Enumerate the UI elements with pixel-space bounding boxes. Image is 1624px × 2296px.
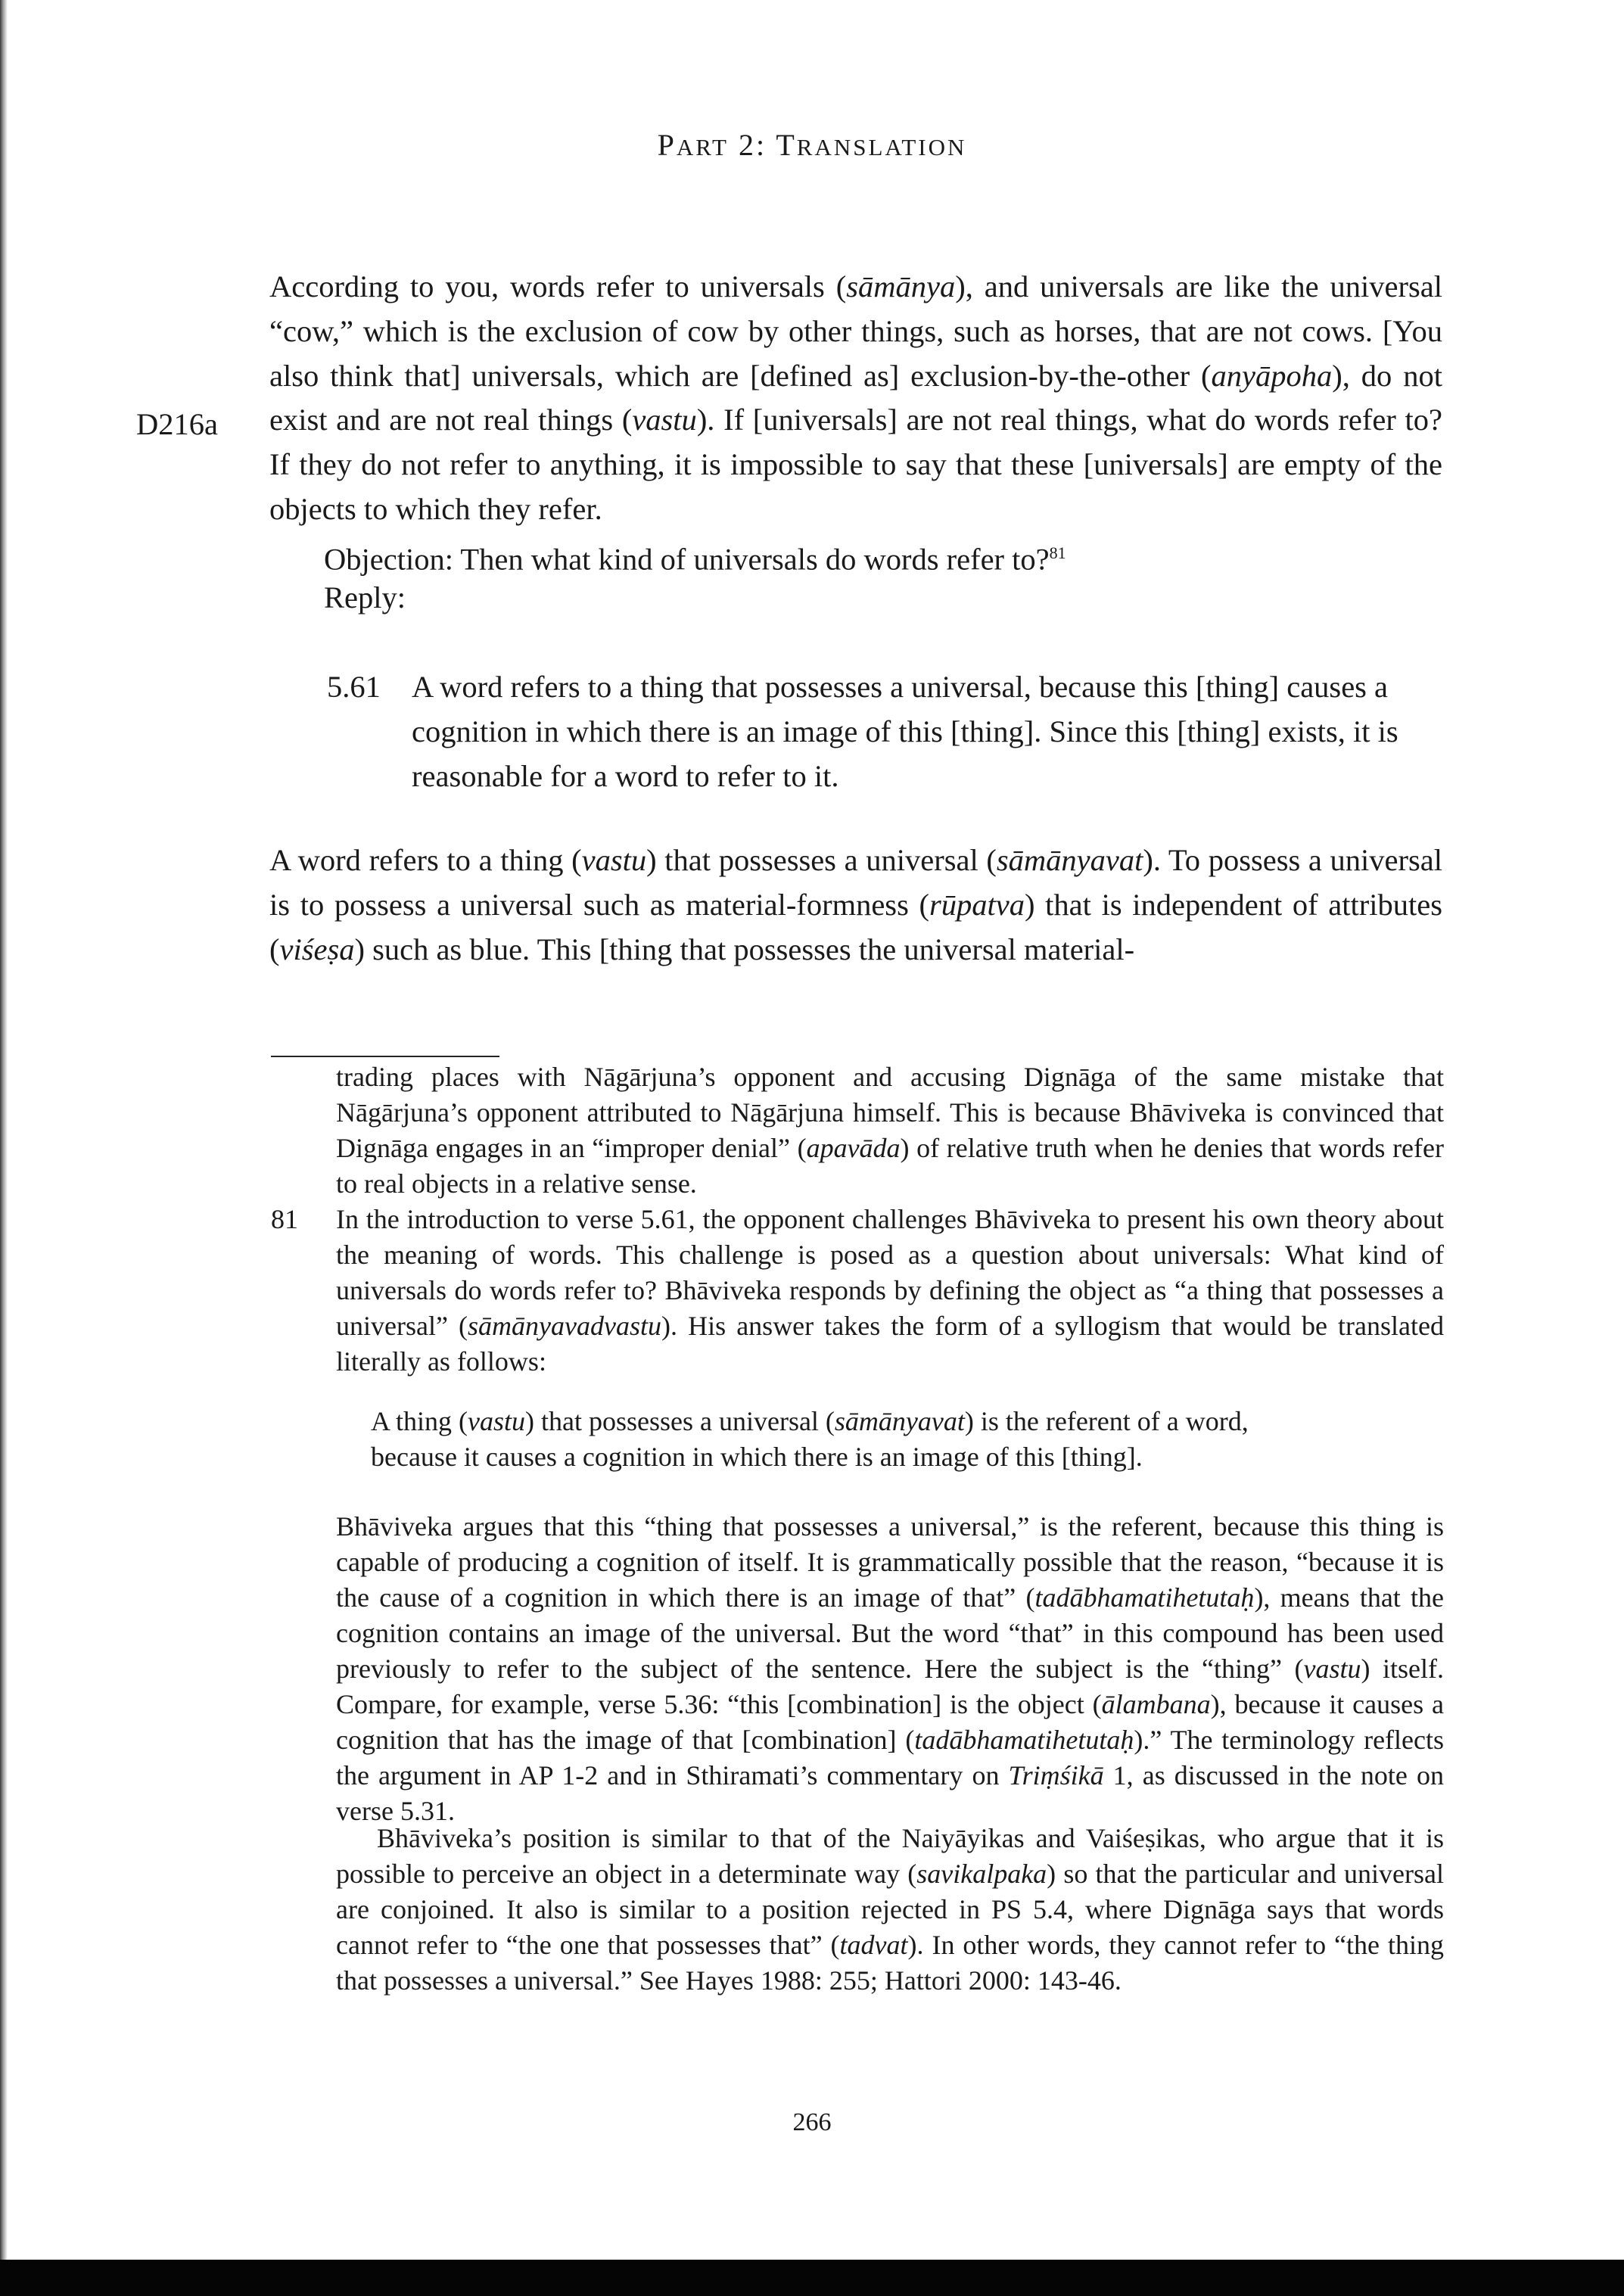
page-scan-edge — [0, 0, 8, 2263]
marginal-page-reference: D216a — [136, 407, 218, 441]
footnote-paragraph-2: Bhāviveka argues that this “thing that possesses a universal,” is the referent, because this thing is capable of producing a cognition of itself. It is grammatically possible that the reason, “because it is the cause of a cognition in which there is an image of that” (tadābhamatihetutaḥ), means that the cognition contains an image of the universal. But the word “that” in this compound has been used previously to refer to the subject of the sentence. Here the subject is the “thing” (vastu) itself. Compare, for example, verse 5.36: “this [combination] is the object (ālambana), because it causes a cognition that has the image of that [combination] (tadābhamatihetutaḥ).” The terminology reflects the argument in AP 1-2 and in Sthiramati’s commentary on Triṃśikā 1, as discussed in the note on verse 5.31. — [336, 1511, 1445, 1826]
footnote-81: 81 In the introduction to verse 5.61, the opponent challenges Bhāviveka to present his own theory about the meaning of words. This challenge is posed as a question about universals: What kind of universals do words refer to? Bhāviveka responds by defining the object as “a thing that possesses a universal” (sāmānyavadvastu). His answer takes the form of a syllogism that would be translated literally as follows: — [336, 1202, 1444, 1380]
footnote-continued: trading places with Nāgārjuna’s opponent and accusing Dignāga of the same mistake that Nāgārjuna’s opponent attributed to Nāgārjuna himself. This is because Bhāviveka is convinced that Dignāga engages in an “improper denial” (apavāda) of relative truth when he denies that words refer to real objects in a relative sense. — [336, 1062, 1444, 1199]
scan-bottom-edge — [0, 2260, 1624, 2296]
body-paragraph-1: According to you, words refer to universals (sāmānya), and universals are like the universal “cow,” which is the exclusion of cow by other things, such as horses, that are not cows. [You also think that] universals, which are [defined as] exclusion-by-the-other (anyāpoha), do not exist and are not real things (vastu). If [universals] are not real things, what do words refer to? If they do not refer to anything, it is impossible to say that these [universals] are empty of the objects to which they refer. — [269, 269, 1443, 526]
body-paragraph-2: A word refers to a thing (vastu) that possesses a universal (sāmānyavat). To possess a universal is to possess a universal such as material-formness (rūpatva) that is independent of attributes (viśeṣa) such as blue. This [thing that possesses the universal material- — [269, 843, 1443, 966]
verse-5-61 — [327, 664, 1432, 798]
page-number: 266 — [792, 2108, 832, 2136]
footnote-block-quote: A thing (vastu) that possesses a universal (sāmānyavat) is the referent of a word, because it causes a cognition in which there is an image of this [thing]. — [371, 1406, 1249, 1472]
verse-number: 5.61 — [327, 670, 381, 704]
reply-line: Reply: — [324, 580, 406, 614]
footnote-ref-81[interactable]: 81 — [1049, 543, 1066, 562]
footnote-rule — [271, 1056, 499, 1057]
running-header: PART 2: TRANSLATION — [657, 128, 967, 162]
objection-line: Objection: Then what kind of universals do words refer to?$^{81}$ — [324, 542, 1066, 577]
footnote-number: 81 — [271, 1204, 298, 1234]
verse-text: A word refers to a thing that possesses a universal, because this [thing] causes a cognition in which there is an image of this [thing]. Since this [thing] exists, it is reasonable for a word to refer to it. — [412, 670, 1398, 793]
footnote-paragraph-3: Bhāviveka’s position is similar to that of the Naiyāyikas and Vaiśeṣikas, who argue that it is possible to perceive an object in a determinate way (savikalpaka) so that the particular and universal are conjoined. It also is similar to a position rejected in PS 5.4, where Dignāga says that words cannot refer to “the one that possesses that” (tadvat). In other words, they cannot refer to “the thing that possesses a universal.” See Hayes 1988: 255; Hattori 2000: 143-46. — [336, 1823, 1444, 1996]
